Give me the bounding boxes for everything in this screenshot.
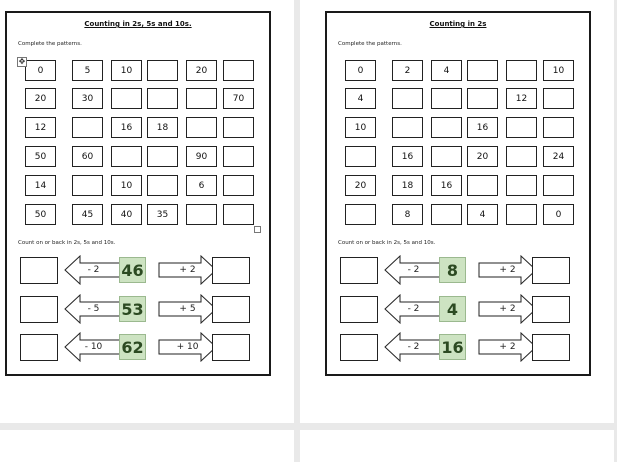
start-number-tile: 62 bbox=[119, 334, 146, 360]
start-number-tile: 16 bbox=[439, 334, 466, 360]
pattern-cell[interactable]: 10 bbox=[111, 175, 142, 196]
pattern-cell[interactable]: 16 bbox=[392, 146, 423, 167]
arrow-left-label: - 2 bbox=[407, 342, 420, 352]
worksheet-title: Counting in 2s, 5s and 10s. bbox=[84, 20, 192, 28]
pattern-cell[interactable]: 20 bbox=[186, 60, 217, 81]
pattern-cell[interactable]: 5 bbox=[72, 60, 103, 81]
arrow-right-shape bbox=[478, 332, 537, 362]
pattern-cell[interactable]: 24 bbox=[543, 146, 574, 167]
answer-box-on[interactable] bbox=[532, 257, 570, 284]
pattern-cell[interactable] bbox=[543, 88, 574, 109]
pattern-cell[interactable]: 10 bbox=[345, 117, 376, 138]
arrow-left-label: - 2 bbox=[407, 304, 420, 314]
pattern-cell[interactable]: 16 bbox=[467, 117, 498, 138]
pattern-cell[interactable] bbox=[506, 60, 537, 81]
arrow-left-shape bbox=[384, 332, 443, 362]
pattern-cell[interactable] bbox=[392, 117, 423, 138]
pattern-cell[interactable] bbox=[506, 204, 537, 225]
pattern-cell[interactable] bbox=[392, 88, 423, 109]
pattern-cell[interactable] bbox=[431, 117, 462, 138]
start-number-tile: 53 bbox=[119, 296, 146, 322]
arrow-right-shape bbox=[158, 294, 217, 324]
pattern-cell[interactable]: 45 bbox=[72, 204, 103, 225]
pattern-cell[interactable] bbox=[345, 204, 376, 225]
pattern-cell[interactable]: 50 bbox=[25, 146, 56, 167]
pattern-cell[interactable] bbox=[223, 117, 254, 138]
pattern-cell[interactable] bbox=[223, 175, 254, 196]
pattern-cell[interactable]: 70 bbox=[223, 88, 254, 109]
pattern-cell[interactable]: 90 bbox=[186, 146, 217, 167]
page-background-bottom-left bbox=[0, 430, 294, 462]
pattern-cell[interactable]: 30 bbox=[72, 88, 103, 109]
pattern-cell[interactable]: 50 bbox=[25, 204, 56, 225]
answer-box-back[interactable] bbox=[340, 334, 378, 361]
pattern-cell[interactable]: 6 bbox=[186, 175, 217, 196]
pattern-cell[interactable] bbox=[223, 146, 254, 167]
pattern-cell[interactable] bbox=[223, 204, 254, 225]
pattern-cell[interactable]: 14 bbox=[25, 175, 56, 196]
pattern-cell[interactable]: 10 bbox=[543, 60, 574, 81]
pattern-cell[interactable] bbox=[467, 175, 498, 196]
arrow-right-shape bbox=[158, 255, 217, 285]
answer-box-back[interactable] bbox=[20, 334, 58, 361]
pattern-cell[interactable] bbox=[186, 117, 217, 138]
pattern-cell[interactable] bbox=[431, 204, 462, 225]
pattern-cell[interactable] bbox=[111, 88, 142, 109]
pattern-cell[interactable]: 60 bbox=[72, 146, 103, 167]
answer-box-back[interactable] bbox=[20, 296, 58, 323]
pattern-cell[interactable] bbox=[147, 146, 178, 167]
pattern-cell[interactable]: 8 bbox=[392, 204, 423, 225]
pattern-cell[interactable]: 40 bbox=[111, 204, 142, 225]
arrow-left-shape bbox=[64, 332, 123, 362]
pattern-cell[interactable] bbox=[186, 88, 217, 109]
pattern-cell[interactable] bbox=[223, 60, 254, 81]
pattern-cell[interactable]: 0 bbox=[25, 60, 56, 81]
arrow-right-shape bbox=[158, 332, 217, 362]
pattern-cell[interactable] bbox=[506, 146, 537, 167]
arrow-left-shape bbox=[384, 294, 443, 324]
pattern-cell[interactable]: 16 bbox=[111, 117, 142, 138]
pattern-cell[interactable] bbox=[147, 88, 178, 109]
pattern-cell[interactable] bbox=[147, 175, 178, 196]
pattern-cell[interactable] bbox=[506, 175, 537, 196]
pattern-cell[interactable]: 12 bbox=[506, 88, 537, 109]
move-handle-icon[interactable]: ✥ bbox=[18, 57, 26, 66]
answer-box-back[interactable] bbox=[340, 296, 378, 323]
pattern-cell[interactable]: 0 bbox=[543, 204, 574, 225]
arrow-right-shape bbox=[478, 294, 537, 324]
pattern-cell[interactable] bbox=[345, 146, 376, 167]
pattern-cell[interactable]: 16 bbox=[431, 175, 462, 196]
answer-box-on[interactable] bbox=[212, 296, 250, 323]
arrow-right-label: + 10 bbox=[176, 342, 199, 352]
answer-box-back[interactable] bbox=[340, 257, 378, 284]
instruction-count-on-back: Count on or back in 2s, 5s and 10s. bbox=[18, 240, 116, 246]
pattern-cell[interactable] bbox=[467, 88, 498, 109]
pattern-cell[interactable] bbox=[72, 175, 103, 196]
pattern-cell[interactable]: 10 bbox=[111, 60, 142, 81]
arrow-left-label: - 10 bbox=[84, 342, 103, 352]
arrow-left-shape bbox=[64, 294, 123, 324]
start-number-tile: 4 bbox=[439, 296, 466, 322]
start-number-tile: 8 bbox=[439, 257, 466, 283]
pattern-cell[interactable] bbox=[72, 117, 103, 138]
arrow-right-shape bbox=[478, 255, 537, 285]
worksheet-slide-1[interactable] bbox=[5, 11, 271, 376]
arrow-left-label: - 2 bbox=[87, 265, 100, 275]
answer-box-back[interactable] bbox=[20, 257, 58, 284]
answer-box-on[interactable] bbox=[532, 334, 570, 361]
arrow-left-shape bbox=[384, 255, 443, 285]
arrow-right-label: + 2 bbox=[499, 265, 516, 275]
pattern-cell[interactable]: 4 bbox=[345, 88, 376, 109]
page-background-bottom-right bbox=[300, 430, 614, 462]
answer-box-on[interactable] bbox=[212, 257, 250, 284]
arrow-right-label: + 2 bbox=[499, 342, 516, 352]
pattern-cell[interactable] bbox=[543, 117, 574, 138]
pattern-cell[interactable]: 4 bbox=[467, 204, 498, 225]
instruction-count-on-back: Count on or back in 2s, 5s and 10s. bbox=[338, 240, 436, 246]
pattern-cell[interactable]: 18 bbox=[147, 117, 178, 138]
answer-box-on[interactable] bbox=[532, 296, 570, 323]
pattern-cell[interactable]: 4 bbox=[431, 60, 462, 81]
arrow-right-label: + 5 bbox=[179, 304, 196, 314]
pattern-cell[interactable]: 0 bbox=[345, 60, 376, 81]
arrow-left-label: - 2 bbox=[407, 265, 420, 275]
arrow-left-shape bbox=[64, 255, 123, 285]
start-number-tile: 46 bbox=[119, 257, 146, 283]
resize-handle-icon[interactable] bbox=[254, 226, 261, 233]
pattern-cell[interactable]: 35 bbox=[147, 204, 178, 225]
worksheet-title: Counting in 2s bbox=[429, 20, 487, 28]
pattern-cell[interactable] bbox=[186, 204, 217, 225]
answer-box-on[interactable] bbox=[212, 334, 250, 361]
pattern-cell[interactable] bbox=[431, 146, 462, 167]
pattern-cell[interactable]: 2 bbox=[392, 60, 423, 81]
arrow-right-label: + 2 bbox=[179, 265, 196, 275]
pattern-cell[interactable] bbox=[467, 60, 498, 81]
pattern-cell[interactable]: 20 bbox=[467, 146, 498, 167]
instruction-patterns: Complete the patterns. bbox=[338, 41, 402, 47]
pattern-cell[interactable] bbox=[543, 175, 574, 196]
pattern-cell[interactable]: 18 bbox=[392, 175, 423, 196]
pattern-cell[interactable] bbox=[111, 146, 142, 167]
pattern-cell[interactable] bbox=[506, 117, 537, 138]
worksheet-slide-2[interactable] bbox=[325, 11, 591, 376]
instruction-patterns: Complete the patterns. bbox=[18, 41, 82, 47]
pattern-cell[interactable] bbox=[147, 60, 178, 81]
arrow-left-label: - 5 bbox=[87, 304, 100, 314]
arrow-right-label: + 2 bbox=[499, 304, 516, 314]
pattern-cell[interactable] bbox=[431, 88, 462, 109]
pattern-cell[interactable]: 12 bbox=[25, 117, 56, 138]
pattern-cell[interactable]: 20 bbox=[25, 88, 56, 109]
pattern-cell[interactable]: 20 bbox=[345, 175, 376, 196]
